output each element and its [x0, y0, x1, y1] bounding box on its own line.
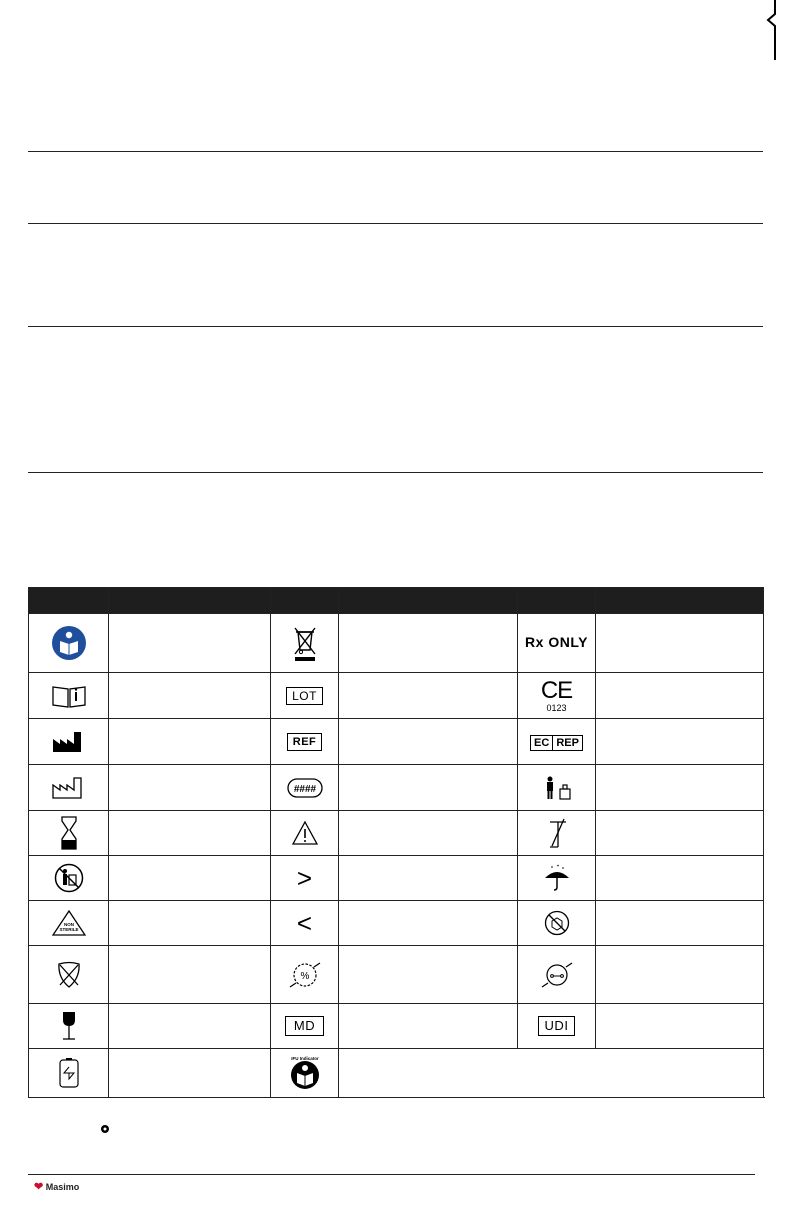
table-row [29, 614, 764, 673]
medical-device-symbol: MD [285, 1016, 324, 1036]
symbol-cell [271, 1004, 339, 1049]
description-cell [109, 901, 271, 946]
symbols-table [28, 587, 764, 1098]
ifu-indicator-label: IFU Indicator [290, 1056, 319, 1061]
table-row [29, 673, 764, 719]
symbol-cell [29, 614, 109, 673]
non-sterile-icon [52, 910, 86, 936]
notified-body-number: 0123 [546, 702, 567, 713]
section-divider [28, 472, 763, 473]
description-cell [339, 719, 518, 765]
symbol-cell [29, 946, 109, 1004]
description-cell [109, 1049, 271, 1098]
table-row [29, 765, 764, 811]
header-cell [271, 588, 339, 614]
table-row [29, 1049, 764, 1098]
header-cell [29, 588, 109, 614]
symbol-cell [29, 765, 109, 811]
patient-weight-icon [542, 776, 572, 800]
section-divider [28, 223, 763, 224]
symbol-cell [271, 901, 339, 946]
description-cell [596, 719, 764, 765]
description-cell [596, 946, 764, 1004]
symbol-cell [29, 901, 109, 946]
description-cell [109, 856, 271, 901]
symbol-cell [29, 673, 109, 719]
rep-label: REP [556, 736, 579, 749]
footer-divider [28, 1174, 755, 1175]
atmospheric-pressure-icon [540, 959, 574, 991]
temperature-limit-icon [546, 818, 568, 848]
description-cell [109, 719, 271, 765]
symbol-cell [518, 719, 596, 765]
symbol-cell [518, 811, 596, 856]
description-cell [109, 1004, 271, 1049]
table-row [29, 946, 764, 1004]
non-sterile-line2: STERILE [58, 927, 79, 932]
date-of-manufacture-icon [52, 777, 86, 799]
battery-icon [58, 1057, 80, 1089]
header-cell [518, 588, 596, 614]
description-cell [339, 1004, 518, 1049]
use-by-date-icon [59, 816, 79, 850]
keep-dry-icon [542, 864, 572, 892]
manufacturer-icon [52, 731, 86, 753]
description-cell [109, 614, 271, 673]
consult-instructions-icon [52, 684, 86, 708]
description-cell [339, 1049, 764, 1098]
symbol-cell [271, 719, 339, 765]
description-cell [339, 614, 518, 673]
masimo-wordmark: Masimo [45, 1182, 80, 1192]
cut-line [0, 0, 792, 60]
description-cell [339, 673, 518, 719]
serial-hashes: #### [293, 783, 316, 795]
description-cell [109, 811, 271, 856]
symbol-cell [518, 673, 596, 719]
symbol-cell [271, 946, 339, 1004]
humidity-percent: % [300, 970, 309, 982]
ec-label: EC [531, 736, 553, 750]
ifu-indicator-icon [287, 1055, 323, 1091]
symbol-cell [271, 856, 339, 901]
udi-symbol: UDI [538, 1016, 576, 1036]
symbol-cell [518, 614, 596, 673]
weee-disposal-icon [292, 624, 318, 662]
symbol-cell [271, 811, 339, 856]
description-cell [596, 673, 764, 719]
description-cell [596, 1004, 764, 1049]
table-row [29, 811, 764, 856]
header-cell [339, 588, 518, 614]
symbol-cell [271, 765, 339, 811]
ref-symbol: REF [287, 733, 323, 751]
masimo-mark-icon: ❤ [34, 1181, 44, 1193]
description-cell [339, 856, 518, 901]
less-than-symbol: < [296, 907, 313, 938]
table-row [29, 719, 764, 765]
serial-number-icon [287, 778, 323, 798]
description-cell [596, 811, 764, 856]
symbol-cell [518, 901, 596, 946]
registered-icon [100, 1124, 110, 1134]
not-made-with-latex-icon [56, 961, 82, 989]
symbol-cell [271, 1049, 339, 1098]
symbol-cell [29, 856, 109, 901]
fragile-icon [59, 1011, 79, 1041]
section-divider [28, 151, 763, 152]
description-cell [339, 765, 518, 811]
table-row [29, 901, 764, 946]
follow-instructions-icon [51, 625, 87, 661]
description-cell [596, 901, 764, 946]
rx-only-symbol: Rx ONLY [525, 634, 588, 650]
symbol-cell [518, 765, 596, 811]
description-cell [109, 946, 271, 1004]
description-cell [596, 765, 764, 811]
symbol-cell [29, 719, 109, 765]
non-sterile-line1: NON [63, 922, 74, 927]
ce-mark-icon: CE [540, 676, 573, 704]
header-cell [109, 588, 271, 614]
section-divider [28, 326, 763, 327]
symbol-cell [518, 856, 596, 901]
symbol-cell [271, 673, 339, 719]
symbol-cell [29, 1004, 109, 1049]
table-header-row [29, 588, 764, 614]
do-not-use-if-damaged-icon [544, 910, 570, 936]
caution-icon [291, 820, 319, 846]
description-cell [109, 765, 271, 811]
header-cell [596, 588, 764, 614]
symbol-cell [518, 946, 596, 1004]
symbol-cell [518, 1004, 596, 1049]
humidity-limit-icon [288, 959, 322, 991]
symbol-cell [29, 1049, 109, 1098]
description-cell [596, 856, 764, 901]
symbol-cell [29, 811, 109, 856]
description-cell [339, 946, 518, 1004]
symbol-cell [271, 614, 339, 673]
lot-symbol: LOT [286, 687, 323, 705]
masimo-logo [34, 1180, 79, 1193]
description-cell [109, 673, 271, 719]
do-not-discard-icon [54, 863, 84, 893]
greater-than-symbol: > [296, 862, 313, 893]
description-cell [339, 901, 518, 946]
description-cell [596, 614, 764, 673]
description-cell [339, 811, 518, 856]
ec-rep-symbol [530, 735, 583, 751]
table-row [29, 856, 764, 901]
table-row [29, 1004, 764, 1049]
